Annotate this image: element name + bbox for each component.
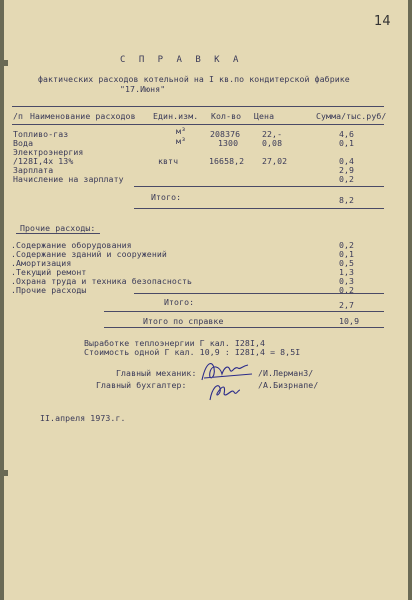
document-subtitle: фактических расходов котельной на I кв.по кондитерской фабрике xyxy=(38,74,350,84)
subtotal-rule xyxy=(134,293,384,294)
mechanic-name: /И.Лерман3/ xyxy=(258,368,314,378)
header-qty: Кол-во xyxy=(211,111,242,121)
other-name: .Охрана труда и техника безопасность xyxy=(11,276,193,286)
row-name: /128I,4х 13% xyxy=(13,156,74,166)
subtotal-rule xyxy=(134,186,384,187)
header-num: /п xyxy=(13,111,24,121)
document-subtitle-factory: "17.Июня" xyxy=(120,84,166,94)
subtotal-label: Итого: xyxy=(151,192,182,202)
row-qty: 16658,2 xyxy=(209,156,245,166)
other-sum: 1,3 xyxy=(339,267,355,277)
row-name: Вода xyxy=(13,138,34,148)
other-sum: 0,1 xyxy=(339,249,355,259)
mechanic-label: Главный механик: xyxy=(116,368,197,378)
row-price: 27,02 xyxy=(262,156,288,166)
row-price: 22,- xyxy=(262,129,283,139)
row-name: Топливо-газ xyxy=(13,129,69,139)
row-name: Электроэнергия xyxy=(13,147,84,157)
row-qty: 208376 xyxy=(210,129,241,139)
row-price: 0,08 xyxy=(262,138,283,148)
other-sum: 0,5 xyxy=(339,258,355,268)
other-name: .Содержание зданий и сооружений xyxy=(11,249,167,259)
row-sum: 0,1 xyxy=(339,138,355,148)
accountant-name: /А.Бизрнапе/ xyxy=(258,380,319,390)
table-header-rule xyxy=(12,124,384,125)
punch-tear xyxy=(4,470,8,476)
other-title-underline xyxy=(16,233,100,234)
total-rule xyxy=(104,311,384,312)
other-sum: 0,2 xyxy=(339,285,355,295)
header-unit: Един.изм. xyxy=(153,111,199,121)
document-title: С П Р А В К А xyxy=(120,55,243,65)
row-unit: м³ xyxy=(176,136,187,146)
row-qty: 1300 xyxy=(218,138,239,148)
row-name: Зарплата xyxy=(13,165,54,175)
table-top-rule xyxy=(12,106,384,107)
row-sum: 4,6 xyxy=(339,129,355,139)
header-name: Наименование расходов xyxy=(30,111,136,121)
row-sum: 0,2 xyxy=(339,174,355,184)
page-number: 14 xyxy=(374,14,391,29)
other-name: .Текущий ремонт xyxy=(11,267,87,277)
punch-tear xyxy=(4,60,8,66)
row-unit: квтч xyxy=(158,156,179,166)
other-name: .Прочие расходы xyxy=(11,285,87,295)
calc-line-output: Выработке теплоэнергии Г кал. I28I,4 xyxy=(84,338,266,348)
row-unit: м³ xyxy=(176,126,187,136)
other-sum: 0,3 xyxy=(339,276,355,286)
subtotal-label: Итого: xyxy=(164,297,195,307)
row-name: Начисление на зарплату xyxy=(13,174,124,184)
header-price: Цена xyxy=(254,111,275,121)
calc-line-cost: Стоимость одной Г кал. 10,9 : I28I,4 = 8,5I xyxy=(84,347,301,357)
other-expenses-title: Прочие расходы: xyxy=(20,223,96,233)
row-sum: 0,4 xyxy=(339,156,355,166)
row-sum: 2,9 xyxy=(339,165,355,175)
other-name: .Содержание оборудования xyxy=(11,240,132,250)
subtotal-value: 2,7 xyxy=(339,300,355,310)
other-name: .Амортизация xyxy=(11,258,72,268)
accountant-label: Главный бухгалтер: xyxy=(96,380,187,390)
total-rule-bottom xyxy=(104,327,384,328)
document-page xyxy=(4,0,408,600)
document-date: II.апреля 1973.г. xyxy=(40,413,126,423)
total-value: 10,9 xyxy=(339,316,360,326)
header-sum: Сумма/тыс.руб/ xyxy=(316,111,387,121)
subtotal-rule xyxy=(134,208,384,209)
total-label: Итого по справке xyxy=(143,316,224,326)
other-sum: 0,2 xyxy=(339,240,355,250)
subtotal-value: 8,2 xyxy=(339,195,355,205)
accountant-signature xyxy=(204,378,244,404)
